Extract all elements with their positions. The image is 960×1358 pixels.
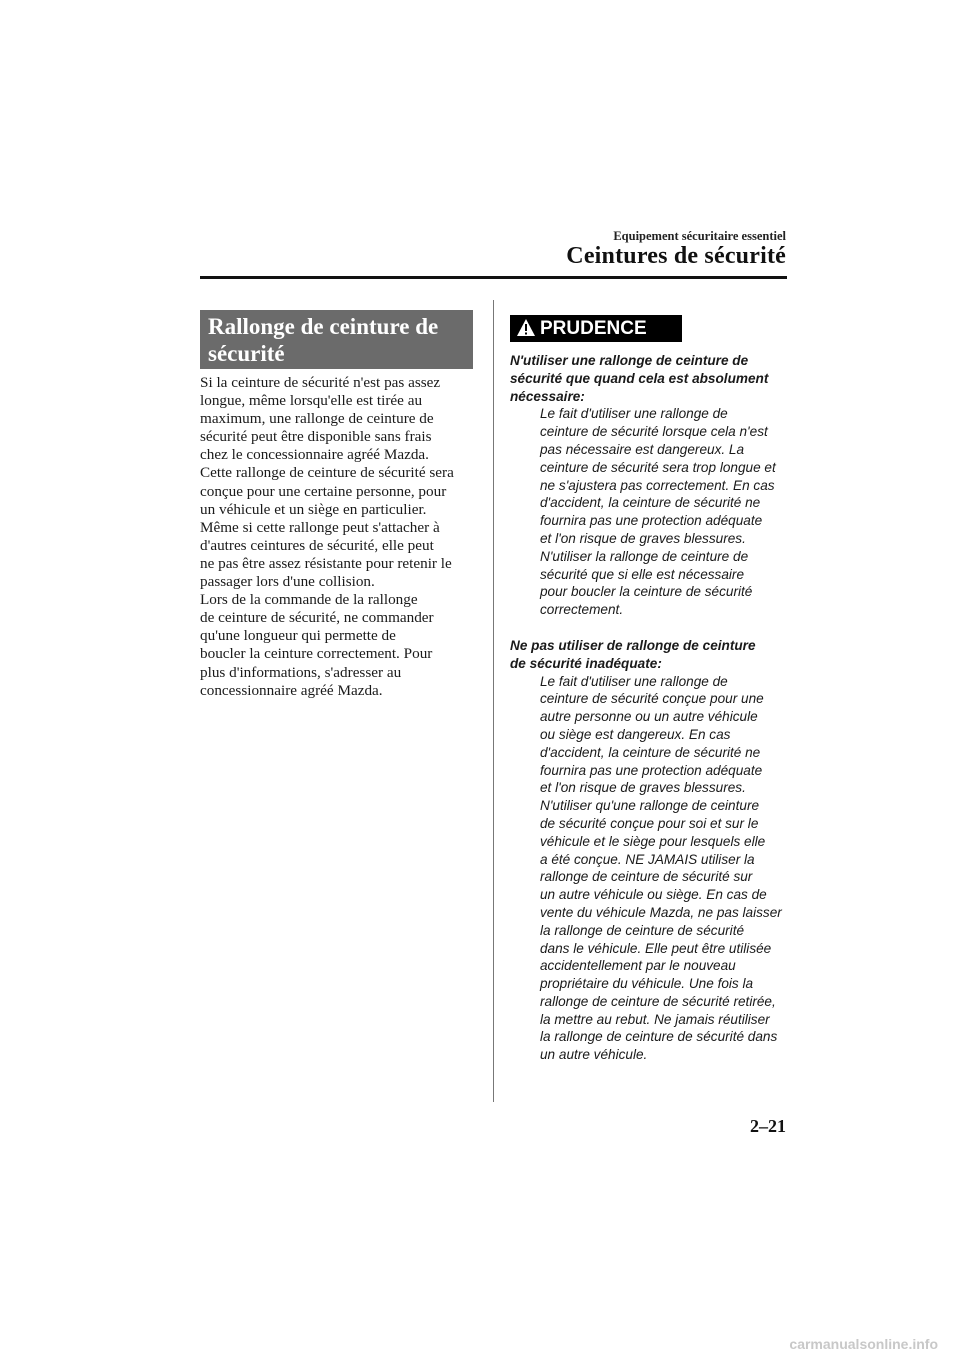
body-paragraph: Si la ceinture de sécurité n'est pas assez longue, même lorsqu'elle est tirée au maximum, une rallonge de ceinture de sécurité peut être disponible sans frais chez le concessionnaire agréé Mazda. Cette rallonge de ceinture de sécurité sera conçue pour une certaine personne, pour un véhicule et un siège en particulier. Même si cette rallonge peut s'attacher à d'autres ceintures de sécurité, elle peut ne pas être assez résistante pour retenir le passager lors d'une collision. Lors de la commande de la rallonge de ceinture de sécurité, ne commander qu'une longueur qui permette de boucler la ceinture correctement. Pour plus d'informations, s'adresser au concessionnaire agréé Mazda. <box>200 374 454 699</box>
left-body-text <box>200 374 480 700</box>
section-title: Ceintures de sécurité <box>566 243 786 269</box>
warning-heading: Ne pas utiliser de rallonge de ceinture de sécurité inadéquate: <box>510 637 756 671</box>
warning-body: Le fait d'utiliser une rallonge de ceinture de sécurité lorsque cela n'est pas nécessaire est dangereux. La ceinture de sécurité sera trop longue et ne s'ajustera pas correctement. En cas d'accident, la ceinture de sécurité ne fournira pas une protection adéquate et l'on risque de graves blessures. N'utiliser la rallonge de ceinture de sécurité que si elle est nécessaire pour boucler la ceinture de sécurité correctement. <box>540 406 776 618</box>
section-heading: Rallonge de ceinture de sécurité <box>200 310 473 369</box>
caution-content <box>510 352 790 1064</box>
warning-heading: N'utiliser une rallonge de ceinture de sécurité que quand cela est absolument nécessaire: <box>510 353 769 404</box>
watermark: carmanualsonline.info <box>789 1336 938 1352</box>
caution-label <box>510 315 682 342</box>
caution-text: PRUDENCE <box>540 318 647 339</box>
warning-triangle-icon <box>516 318 536 338</box>
column-divider <box>493 300 494 1102</box>
header-rule <box>200 276 787 279</box>
warning-body: Le fait d'utiliser une rallonge de ceinture de sécurité conçue pour une autre personne ou un autre véhicule ou siège est dangereux. En cas d'accident, la ceinture de sécurité ne fournira pas une protection adéquate et l'on risque de graves blessures. N'utiliser qu'une rallonge de ceinture de sécurité conçue pour soi et sur le véhicule et le siège pour lesquels elle a été conçue. NE JAMAIS utiliser la rallonge de ceinture de sécurité sur un autre véhicule ou siège. En cas de vente du véhicule Mazda, ne pas laisser la rallonge de ceinture de sécurité dans le véhicule. Elle peut être utilisée accidentellement par le nouveau propriétaire du véhicule. Une fois la rallonge de ceinture de sécurité retirée, la mettre au rebut. Ne jamais réutiliser la rallonge de ceinture de sécurité dans un autre véhicule. <box>540 673 782 1063</box>
spacer <box>510 619 790 637</box>
chapter-label: Equipement sécuritaire essentiel <box>613 229 786 243</box>
page-number: 2–21 <box>750 1116 786 1136</box>
